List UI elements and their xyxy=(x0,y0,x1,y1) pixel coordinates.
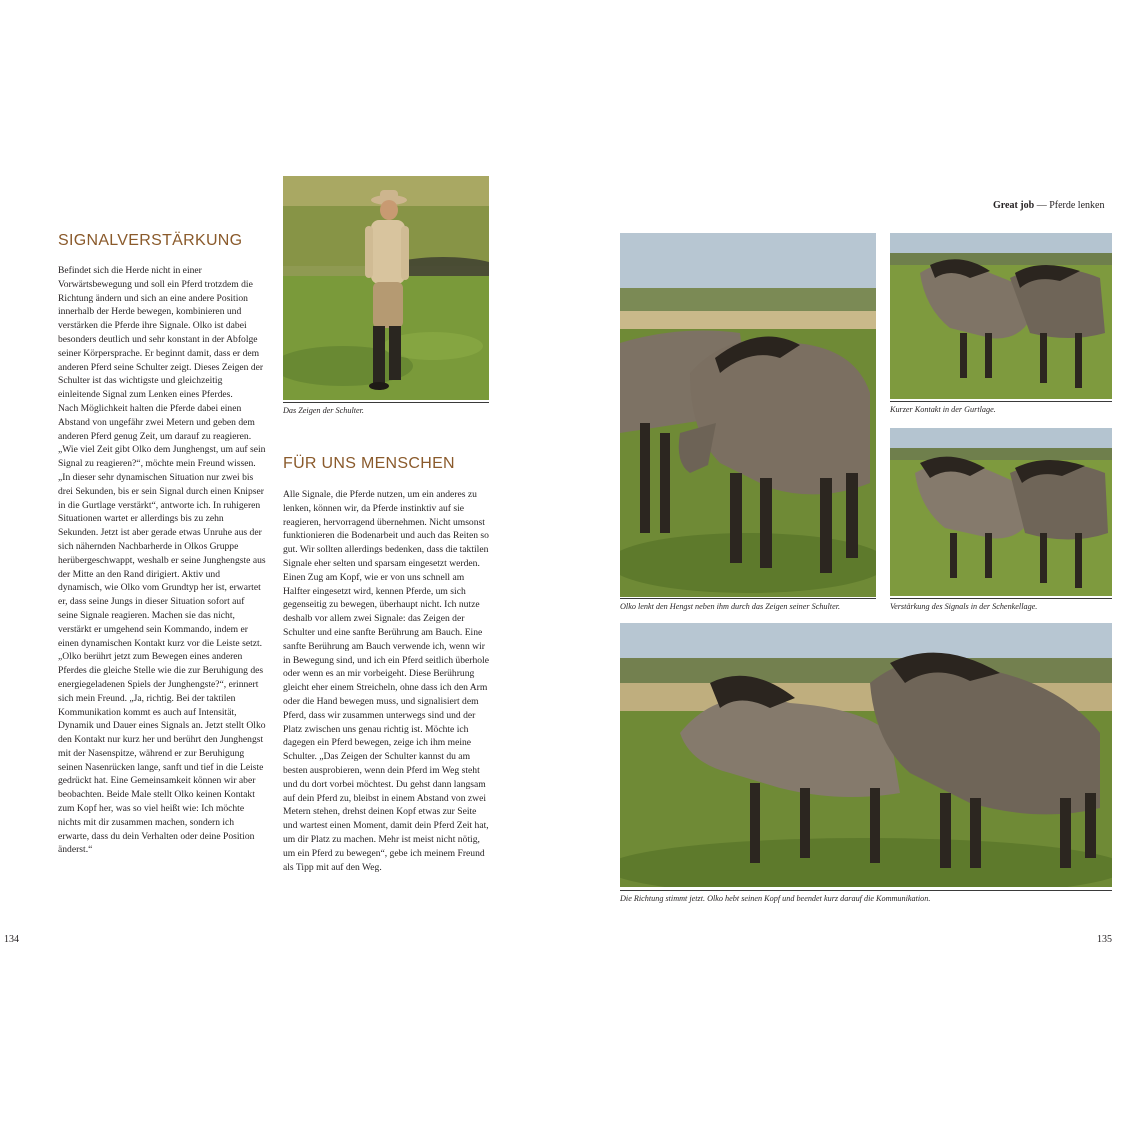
caption-rule xyxy=(620,598,876,599)
photo-direction-correct-caption: Die Richtung stimmt jetzt. Olko hebt seinen Kopf und beendet kurz darauf die Kommunikation. xyxy=(620,894,931,903)
page-number-right: 135 xyxy=(1097,934,1112,945)
photo-girth-contact xyxy=(890,233,1112,399)
photo-direction-correct xyxy=(620,623,1112,887)
photo-man-shoulder xyxy=(283,176,489,400)
section-title-fuer-uns-menschen: FÜR UNS MENSCHEN xyxy=(283,455,455,472)
photo-horses-shoulder xyxy=(620,233,876,597)
caption-rule xyxy=(283,402,489,403)
caption-rule xyxy=(620,890,1112,891)
section-title-signalverstaerkung: SIGNALVERSTÄRKUNG xyxy=(58,232,243,249)
running-head xyxy=(993,200,1104,211)
running-head-book: Great job xyxy=(993,200,1035,211)
section1-body xyxy=(58,264,266,857)
section2-paragraph: Alle Signale, die Pferde nutzen, um ein anderes zu lenken, können wir, da Pferde instinktiv auf sie reagieren, hervorragend übernehmen. Nicht umsonst funktionieren die Bodenarbeit und auch das Reiten so gut. Wir sollten allerdings bedenken, dass die taktilen Signale eher selten und sparsam eingesetzt werden. Einen Zug am Kopf, wie er von uns schnell am Halfter eingesetzt wird, kennen Pferde, um sich gegenseitig zu bewegen, überhaupt nicht. Ich nutze deshalb vor allem zwei Signale: das Zeigen der Schulter und eine sanfte Berührung am Bauch. Eine sanfte Berührung am Bauch verwende ich, wenn wir in Bewegung sind, und ich ein Pferd seitlich überhole oder wenn es an mir vorbeigeht. Diese Berührung gleicht eher einem Streicheln, ohne dass ich den Arm oder die Hand bewegen muss, und signalisiert dem Pferd, dass wir zusammen unterwegs sind und der Platz zwischen uns genau richtig ist. Möchte ich dagegen ein Pferd bewegen, zeige ich ihm meine Schulter. „Das Zeigen der Schulter kannst du am besten ausprobieren, wenn dein Pferd im Weg steht und du dort vorbei möchtest. Du gehst dann langsam auf dein Pferd zu, bleibst in einem Abstand von zwei Metern stehen, drehst deinen Kopf etwas zur Seite und wartest einen Moment, damit dein Pferd Zeit hat, um dir Platz zu machen. Mehr ist meist nicht nötig, um ein Pferd zu bewegen“, gebe ich meinem Freund als Tipp mit auf den Weg. xyxy=(283,489,489,873)
photo-girth-contact-caption: Kurzer Kontakt in der Gurtlage. xyxy=(890,405,996,414)
photo-man-shoulder-caption: Das Zeigen der Schulter. xyxy=(283,406,364,415)
page-number-left: 134 xyxy=(4,934,19,945)
running-head-dash: — xyxy=(1036,200,1047,211)
caption-rule xyxy=(890,598,1112,599)
photo-flank-reinforcement xyxy=(890,428,1112,596)
caption-rule xyxy=(890,401,1112,402)
section1-paragraph: Nach Möglichkeit halten die Pferde dabei einen Abstand von ungefähr zwei Metern und geben dem anderen Pferd genug Zeit, um darauf zu reagieren. „Wie viel Zeit gibt Olko dem Junghengst, um auf sein Signal zu reagieren?“, möchte mein Freund wissen. „In dieser sehr dynamischen Situation nur zwei bis drei Sekunden, bis er sein Signal durch einen Knipser in die Gurtlage verstärkt“, antworte ich. In ruhigeren Situationen wartet er allerdings bis zu zehn Sekunden. Jetzt ist aber gerade etwas Unruhe aus der sich nähernden Nachbarherde in Olkos Gruppe herübergeschwappt, weshalb er seine Junghengste aus der Mitte an den Rand dirigiert. Aktiv und dynamisch, wie Olko vom Grundtyp her ist, erwartet er, dass seine Jungs in dieser Situation sofort auf seine Signale reagieren. Machen sie das nicht, verstärkt er umgehend sein Kommando, indem er einen dynamischen Kontakt kurz vor die Leiste setzt. „Olko berührt jetzt zum Bewegen eines anderen Pferdes die gleiche Stelle wie die zur Beruhigung des energiegeladenen Spiels der Junghengste?“, erinnert sich mein Freund. „Ja, richtig. Bei der taktilen Kommunikation kommt es auch auf Intensität, Dynamik und Dauer eines Signals an. Jetzt stellt Olko den Kontakt nur kurz her und berührt den Junghengst mit der Nasenspitze, während er zur Beruhigung seinen Nasenrücken lange, sanft und tief in die Leiste gedrückt hat. Eine Gemeinsamkeit können wir aber beobachten. Beide Male stellt Olko keinen Kontakt zum Kopf her, was so viel heißt wie: Ich möchte nichts mit dir zusammen machen, sondern ich erwarte, dass du dein Verhalten oder deine Position änderst.“ xyxy=(58,402,266,856)
photo-flank-reinforcement-caption: Verstärkung des Signals in der Schenkellage. xyxy=(890,602,1038,611)
section1-paragraph: Befindet sich die Herde nicht in einer Vorwärtsbewegung und soll ein Pferd trotzdem die Richtung ändern und sich an eine andere Position innerhalb der Herde bewegen, kombinieren und verstärken die Pferde ihre Signale. Olko ist dabei besonders deutlich und sehr konstant in der Abfolge seiner Körpersprache. Er beginnt damit, dass er dem anderen Pferd seine Schulter zeigt. Dieses Zeigen der Schulter ist das wichtigste und gleichzeitig einleitende Signal zum Lenken eines Pferdes. xyxy=(58,265,264,401)
running-head-chapter: Pferde lenken xyxy=(1049,200,1105,211)
section2-body xyxy=(283,488,493,874)
photo-horses-shoulder-caption: Olko lenkt den Hengst neben ihm durch das Zeigen seiner Schulter. xyxy=(620,602,841,611)
